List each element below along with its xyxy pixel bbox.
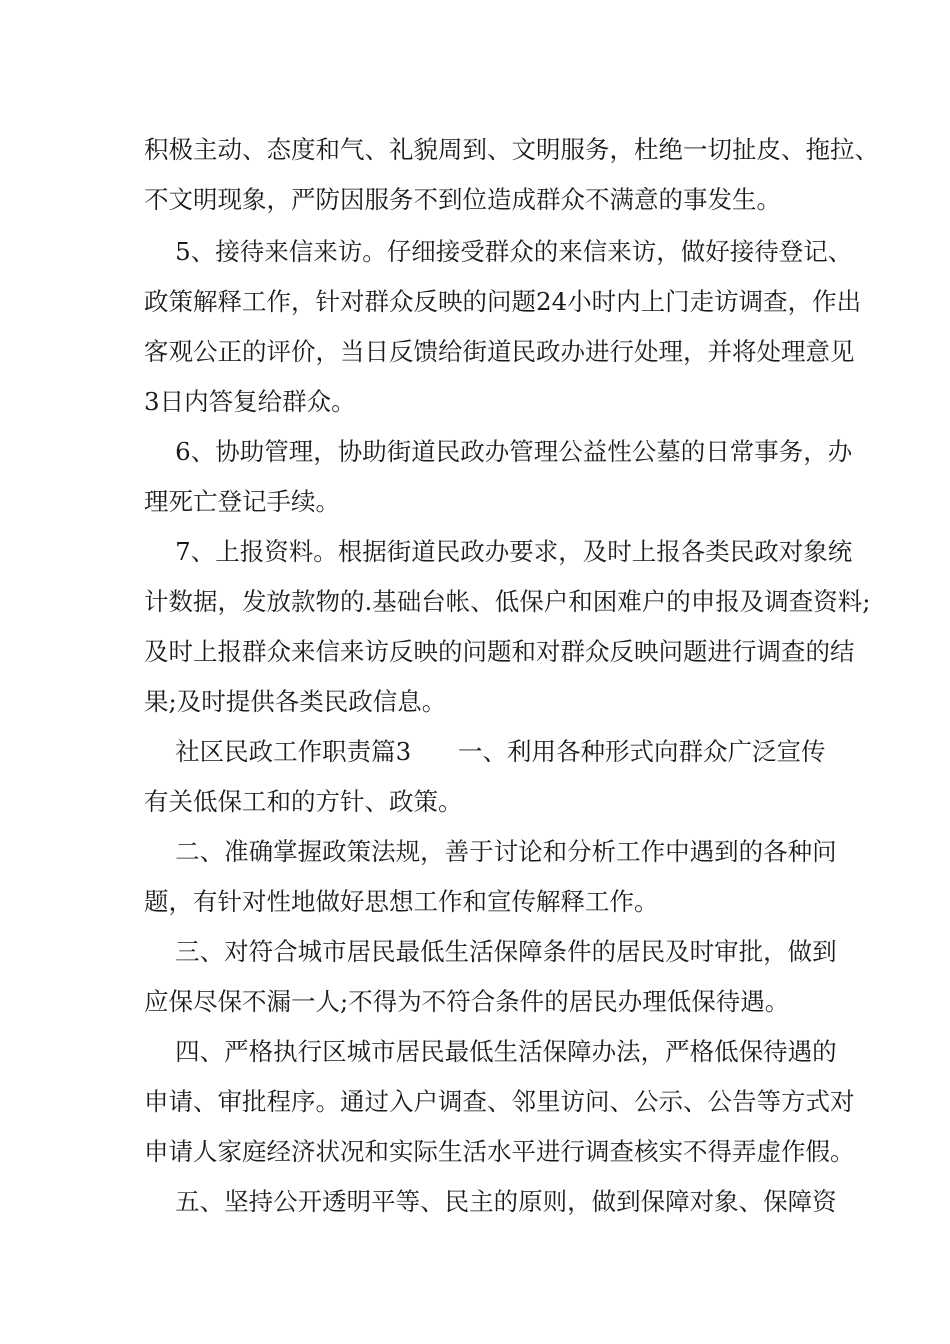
text-line: 二、准确掌握政策法规，善于讨论和分析工作中遇到的各种问 <box>144 837 837 866</box>
text-line: 社区民政工作职责篇3 一、利用各种形式向群众广泛宣传 <box>144 737 826 766</box>
text-line: 7、上报资料。根据街道民政办要求，及时上报各类民政对象统 <box>144 537 853 566</box>
text-line: 计数据，发放款物的.基础台帐、低保户和困难户的申报及调查资料; <box>144 587 871 616</box>
text-line: 客观公正的评价，当日反馈给街道民政办进行处理，并将处理意见 <box>144 337 855 366</box>
text-line: 5、接待来信来访。仔细接受群众的来信来访，做好接待登记、 <box>144 237 853 266</box>
text-line: 申请、审批程序。通过入户调查、邻里访问、公示、公告等方式对 <box>144 1087 855 1116</box>
text-line: 积极主动、态度和气、礼貌周到、文明服务，杜绝一切扯皮、拖拉、 <box>144 135 879 164</box>
text-line: 题，有针对性地做好思想工作和宣传解释工作。 <box>144 887 659 916</box>
text-line: 果;及时提供各类民政信息。 <box>144 687 447 716</box>
text-line: 不文明现象，严防因服务不到位造成群众不满意的事发生。 <box>144 185 781 214</box>
text-line: 四、严格执行区城市居民最低生活保障办法，严格低保待遇的 <box>144 1037 837 1066</box>
text-line: 有关低保工和的方针、政策。 <box>144 787 463 816</box>
text-line: 三、对符合城市居民最低生活保障条件的居民及时审批，做到 <box>144 937 837 966</box>
text-line: 申请人家庭经济状况和实际生活水平进行调查核实不得弄虚作假。 <box>144 1137 855 1166</box>
text-line: 理死亡登记手续。 <box>144 487 340 516</box>
text-line: 6、协助管理，协助街道民政办管理公益性公墓的日常事务，办 <box>144 437 853 466</box>
text-line: 政策解释工作，针对群众反映的问题24小时内上门走访调查，作出 <box>144 287 862 316</box>
text-line: 应保尽保不漏一人;不得为不符合条件的居民办理低保待遇。 <box>144 987 790 1016</box>
text-line: 五、坚持公开透明平等、民主的原则，做到保障对象、保障资 <box>144 1187 837 1216</box>
text-line: 及时上报群众来信来访反映的问题和对群众反映问题进行调查的结 <box>144 637 855 666</box>
text-line: 3日内答复给群众。 <box>144 387 356 416</box>
